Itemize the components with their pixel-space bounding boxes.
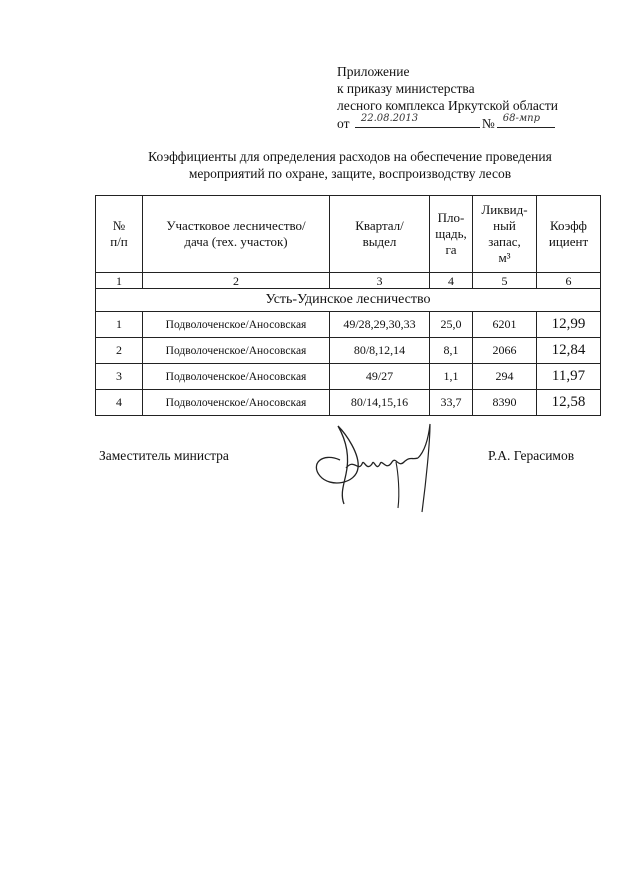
- col-number: 4: [430, 273, 473, 289]
- row-site: Подволоченское/Аносовская: [143, 338, 330, 364]
- header-stock: Ликвид- ный запас, м³: [473, 196, 537, 273]
- title-line-1: Коэффициенты для определения расходов на обеспечение проведения: [148, 149, 552, 164]
- row-area: 8,1: [430, 338, 473, 364]
- signer-position: Заместитель министра: [99, 448, 229, 463]
- coefficients-table: [95, 195, 601, 416]
- appendix-order-ref: к приказу министерства: [337, 81, 475, 96]
- row-area: 25,0: [430, 312, 473, 338]
- appendix-header: [337, 63, 558, 132]
- appendix-label: Приложение: [337, 64, 410, 79]
- document-title: [90, 148, 610, 182]
- col-number: 5: [473, 273, 537, 289]
- date-prefix: от: [337, 116, 350, 131]
- number-field: [497, 114, 555, 128]
- row-stock: 6201: [473, 312, 537, 338]
- header-quarter: Квартал/ выдел: [330, 196, 430, 273]
- header-num: № п/п: [96, 196, 143, 273]
- date-field: [355, 114, 480, 128]
- row-site: Подволоченское/Аносовская: [143, 312, 330, 338]
- signature-drawing: [300, 412, 440, 522]
- row-coef: 12,58: [537, 390, 601, 416]
- title-line-2: мероприятий по охране, защите, воспроизводству лесов: [188, 166, 512, 181]
- col-number: 3: [330, 273, 430, 289]
- row-area: 33,7: [430, 390, 473, 416]
- signer-name: Р.А. Герасимов: [488, 448, 575, 463]
- date-handwritten: 22.08.2013: [360, 113, 419, 124]
- row-num: 1: [96, 312, 143, 338]
- row-quarter: 80/8,12,14: [330, 338, 430, 364]
- column-number-row: [96, 273, 601, 289]
- header-coef: Коэфф ициент: [537, 196, 601, 273]
- appendix-date-number-line: [337, 114, 558, 132]
- appendix-ministry: лесного комплекса Иркутской области: [337, 98, 558, 113]
- row-stock: 8390: [473, 390, 537, 416]
- row-num: 2: [96, 338, 143, 364]
- table-row: [96, 312, 601, 338]
- row-stock: 294: [473, 364, 537, 390]
- table-header-row: [96, 196, 601, 273]
- table-row: [96, 338, 601, 364]
- row-area: 1,1: [430, 364, 473, 390]
- row-site: Подволоченское/Аносовская: [143, 390, 330, 416]
- row-coef: 11,97: [537, 364, 601, 390]
- row-site: Подволоченское/Аносовская: [143, 364, 330, 390]
- number-prefix: №: [481, 116, 495, 131]
- col-number: 6: [537, 273, 601, 289]
- section-row: [96, 289, 601, 312]
- col-number: 2: [143, 273, 330, 289]
- table-row: [96, 364, 601, 390]
- row-quarter: 80/14,15,16: [330, 390, 430, 416]
- header-area: Пло- щадь, га: [430, 196, 473, 273]
- number-handwritten: 68-мпр: [502, 113, 540, 124]
- row-quarter: 49/27: [330, 364, 430, 390]
- row-num: 3: [96, 364, 143, 390]
- row-coef: 12,84: [537, 338, 601, 364]
- row-coef: 12,99: [537, 312, 601, 338]
- header-site: Участковое лесничество/ дача (тех. участок): [143, 196, 330, 273]
- row-stock: 2066: [473, 338, 537, 364]
- handwritten-signature: [300, 412, 440, 527]
- col-number: 1: [96, 273, 143, 289]
- row-num: 4: [96, 390, 143, 416]
- row-quarter: 49/28,29,30,33: [330, 312, 430, 338]
- section-title: Усть-Удинское лесничество: [96, 289, 601, 312]
